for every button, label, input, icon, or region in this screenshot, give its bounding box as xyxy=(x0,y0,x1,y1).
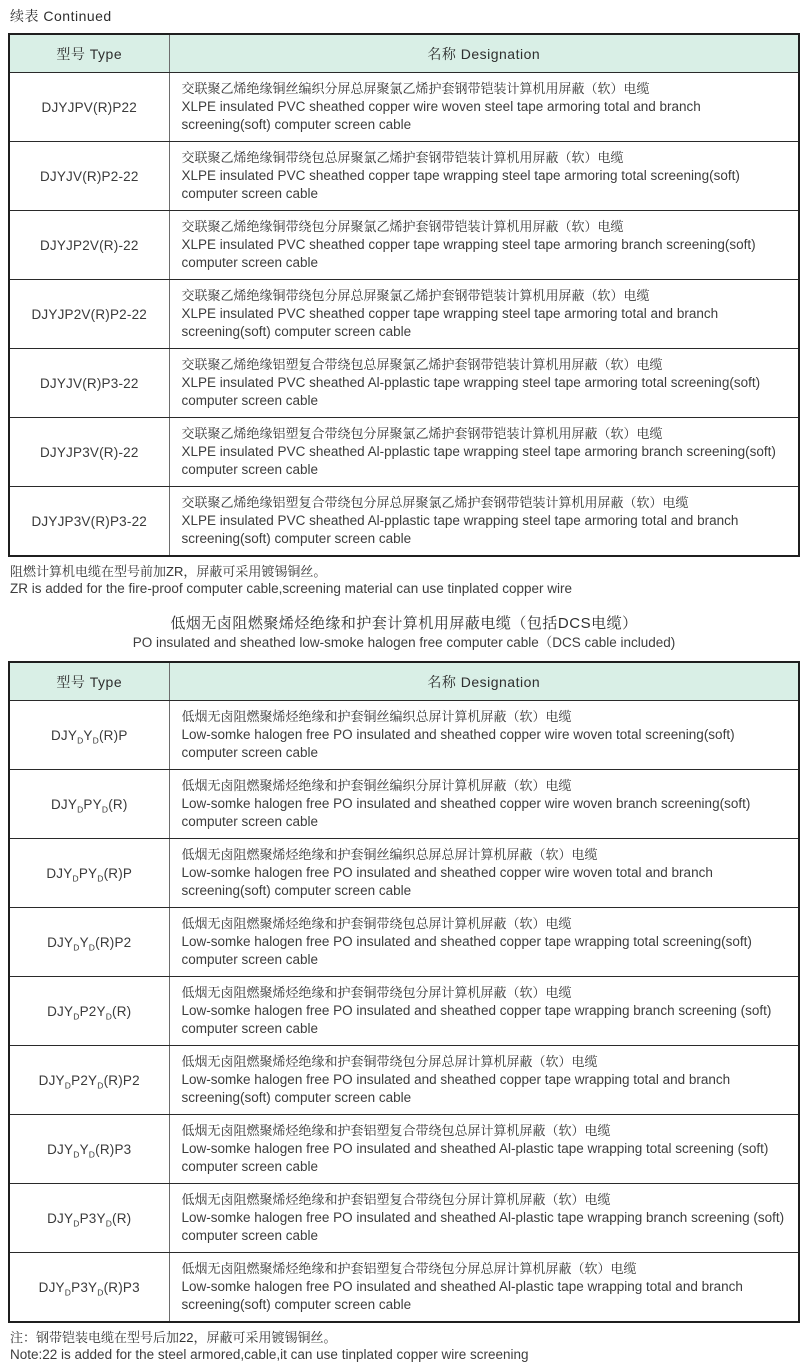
cable-type-code: $DJY_DPY_D(R)P$ xyxy=(9,839,169,908)
designation-chinese: 低烟无卤阻燃聚烯烃绝缘和护套铝塑复合带绕包分屏总屏计算机屏蔽（软）电缆 xyxy=(181,1261,637,1276)
designation-chinese: 交联聚乙烯绝缘铜带绕包总屏聚氯乙烯护套钢带铠装计算机用屏蔽（软）电缆 xyxy=(181,150,624,165)
continued-label: 续表 Continued xyxy=(10,8,112,24)
designation-cell xyxy=(169,142,799,211)
column-header-type: 型号 Type xyxy=(9,34,169,73)
table-row xyxy=(9,1046,799,1115)
designation-chinese: 交联聚乙烯绝缘铜带绕包分屏聚氯乙烯护套钢带铠装计算机用屏蔽（软）电缆 xyxy=(181,219,624,234)
designation-cell xyxy=(169,1184,799,1253)
table-row xyxy=(9,487,799,557)
table-row xyxy=(9,908,799,977)
designation-english: Low-somke halogen free PO insulated and sheathed copper tape wrapping total and branch screening(soft) computer screen cable xyxy=(181,1072,731,1105)
mid-note-chinese: 阻燃计算机电缆在型号前加ZR，屏蔽可采用镀锡铜丝。 xyxy=(10,564,327,579)
designation-chinese: 交联聚乙烯绝缘铜丝编织分屏总屏聚氯乙烯护套钢带铠装计算机用屏蔽（软）电缆 xyxy=(181,81,650,96)
designation-chinese: 低烟无卤阻燃聚烯烃绝缘和护套铜带绕包总屏计算机屏蔽（软）电缆 xyxy=(181,916,572,931)
designation-cell xyxy=(169,770,799,839)
designation-chinese: 交联聚乙烯绝缘铜带绕包分屏总屏聚氯乙烯护套钢带铠装计算机用屏蔽（软）电缆 xyxy=(181,288,650,303)
table-row xyxy=(9,770,799,839)
designation-chinese: 低烟无卤阻燃聚烯烃绝缘和护套铜丝编织总屏总屏计算机屏蔽（软）电缆 xyxy=(181,847,598,862)
table-row xyxy=(9,280,799,349)
designation-english: XLPE insulated PVC sheathed Al-pplastic tape wrapping steel tape armoring branch screening(soft) computer screen cable xyxy=(181,444,776,477)
table-row xyxy=(9,1253,799,1323)
designation-cell xyxy=(169,211,799,280)
designation-cell xyxy=(169,349,799,418)
cable-type-code: $DJY_DP2Y_D(R)P2$ xyxy=(9,1046,169,1115)
mid-note xyxy=(10,563,800,597)
bottom-note-english: Note:22 is added for the steel armored,cable,it can use tinplated copper wire screening xyxy=(10,1347,529,1362)
designation-cell xyxy=(169,418,799,487)
designation-english: Low-somke halogen free PO insulated and sheathed copper tape wrapping total screening(soft) computer screen cable xyxy=(181,934,752,967)
designation-chinese: 低烟无卤阻燃聚烯烃绝缘和护套铜丝编织分屏计算机屏蔽（软）电缆 xyxy=(181,778,572,793)
designation-chinese: 交联聚乙烯绝缘铝塑复合带绕包分屏总屏聚氯乙烯护套钢带铠装计算机用屏蔽（软）电缆 xyxy=(181,495,689,510)
cable-type-code: DJYJPV(R)P22 xyxy=(9,73,169,142)
section-title-english: PO insulated and sheathed low-smoke halogen free computer cable（DCS cable included) xyxy=(132,635,676,650)
cable-type-code: $DJY_DP2Y_D(R)$ xyxy=(9,977,169,1046)
cable-type-code: $DJY_DPY_D(R)$ xyxy=(9,770,169,839)
designation-cell xyxy=(169,908,799,977)
designation-chinese: 低烟无卤阻燃聚烯烃绝缘和护套铝塑复合带绕包分屏计算机屏蔽（软）电缆 xyxy=(181,1192,611,1207)
column-header-designation: 名称 Designation xyxy=(169,34,799,73)
designation-cell xyxy=(169,487,799,557)
designation-cell xyxy=(169,977,799,1046)
designation-cell xyxy=(169,839,799,908)
designation-english: XLPE insulated PVC sheathed Al-pplastic tape wrapping steel tape armoring total screening(soft) computer screen cable xyxy=(181,375,761,408)
designation-cell xyxy=(169,701,799,770)
bottom-note-chinese: 注：钢带铠装电缆在型号后加22，屏蔽可采用镀锡铜丝。 xyxy=(10,1330,337,1345)
cable-type-code: $DJY_DY_D(R)P3$ xyxy=(9,1115,169,1184)
designation-chinese: 低烟无卤阻燃聚烯烃绝缘和护套铜带绕包分屏总屏计算机屏蔽（软）电缆 xyxy=(181,1054,598,1069)
cable-table-low-smoke xyxy=(8,661,800,1323)
cable-type-code: $DJY_DP3Y_D(R)$ xyxy=(9,1184,169,1253)
table-row xyxy=(9,977,799,1046)
cable-type-code: DJYJV(R)P3-22 xyxy=(9,349,169,418)
table-row xyxy=(9,1115,799,1184)
table-row xyxy=(9,1184,799,1253)
cable-type-code: DJYJP2V(R)-22 xyxy=(9,211,169,280)
designation-english: XLPE insulated PVC sheathed copper tape wrapping steel tape armoring total screening(soft) computer screen cable xyxy=(181,168,740,201)
cable-type-code: $DJY_DP3Y_D(R)P3$ xyxy=(9,1253,169,1323)
designation-chinese: 低烟无卤阻燃聚烯烃绝缘和护套铜带绕包分屏计算机屏蔽（软）电缆 xyxy=(181,985,572,1000)
table-header-row xyxy=(9,662,799,701)
designation-cell xyxy=(169,1115,799,1184)
designation-english: Low-somke halogen free PO insulated and sheathed copper wire woven total screening(soft) computer screen cable xyxy=(181,727,735,760)
designation-chinese: 交联聚乙烯绝缘铝塑复合带绕包总屏聚氯乙烯护套钢带铠装计算机用屏蔽（软）电缆 xyxy=(181,357,663,372)
designation-cell xyxy=(169,280,799,349)
cable-type-code: DJYJP2V(R)P2-22 xyxy=(9,280,169,349)
designation-english: Low-somke halogen free PO insulated and sheathed copper wire woven branch screening(soft) computer screen cable xyxy=(181,796,751,829)
designation-english: Low-somke halogen free PO insulated and sheathed Al-plastic tape wrapping total and branch screening(soft) computer screen cable xyxy=(181,1279,743,1312)
designation-english: Low-somke halogen free PO insulated and sheathed Al-plastic tape wrapping total screening (soft) computer screen cable xyxy=(181,1141,769,1174)
designation-cell xyxy=(169,73,799,142)
designation-english: XLPE insulated PVC sheathed copper tape wrapping steel tape armoring branch screening(soft) computer screen cable xyxy=(181,237,756,270)
bottom-note xyxy=(10,1329,800,1363)
table-row xyxy=(9,839,799,908)
designation-cell xyxy=(169,1046,799,1115)
table-row xyxy=(9,701,799,770)
column-header-designation: 名称 Designation xyxy=(169,662,799,701)
designation-chinese: 低烟无卤阻燃聚烯烃绝缘和护套铝塑复合带绕包总屏计算机屏蔽（软）电缆 xyxy=(181,1123,611,1138)
cable-type-code: DJYJV(R)P2-22 xyxy=(9,142,169,211)
cable-type-code: $DJY_DY_D(R)P$ xyxy=(9,701,169,770)
section-title-chinese: 低烟无卤阻燃聚烯烃绝缘和护套计算机用屏蔽电缆（包括DCS电缆） xyxy=(170,615,638,632)
cable-type-code: DJYJP3V(R)P3-22 xyxy=(9,487,169,557)
designation-english: Low-somke halogen free PO insulated and sheathed copper wire woven total and branch screening(soft) computer screen cable xyxy=(181,865,713,898)
table-row xyxy=(9,73,799,142)
designation-cell xyxy=(169,1253,799,1323)
section-title xyxy=(8,614,800,652)
designation-english: XLPE insulated PVC sheathed copper tape wrapping steel tape armoring total and branch screening(soft) computer screen cable xyxy=(181,306,719,339)
table-row xyxy=(9,418,799,487)
cable-type-code: $DJY_DY_D(R)P2$ xyxy=(9,908,169,977)
cable-type-code: DJYJP3V(R)-22 xyxy=(9,418,169,487)
cable-table-xlpe xyxy=(8,33,800,557)
designation-chinese: 交联聚乙烯绝缘铝塑复合带绕包分屏聚氯乙烯护套钢带铠装计算机用屏蔽（软）电缆 xyxy=(181,426,663,441)
designation-chinese: 低烟无卤阻燃聚烯烃绝缘和护套铜丝编织总屏计算机屏蔽（软）电缆 xyxy=(181,709,572,724)
column-header-type: 型号 Type xyxy=(9,662,169,701)
table-row xyxy=(9,211,799,280)
designation-english: XLPE insulated PVC sheathed copper wire woven steel tape armoring total and branch screening(soft) computer screen cable xyxy=(181,99,701,132)
table-row xyxy=(9,349,799,418)
table-header-row xyxy=(9,34,799,73)
designation-english: Low-somke halogen free PO insulated and sheathed Al-plastic tape wrapping branch screening (soft) computer screen cable xyxy=(181,1210,785,1243)
designation-english: XLPE insulated PVC sheathed Al-pplastic tape wrapping steel tape armoring total and branch screening(soft) computer screen cable xyxy=(181,513,739,546)
designation-english: Low-somke halogen free PO insulated and sheathed copper tape wrapping branch screening (soft) computer screen cable xyxy=(181,1003,772,1036)
table-row xyxy=(9,142,799,211)
mid-note-english: ZR is added for the fire-proof computer cable,screening material can use tinplated copper wire xyxy=(10,581,573,596)
